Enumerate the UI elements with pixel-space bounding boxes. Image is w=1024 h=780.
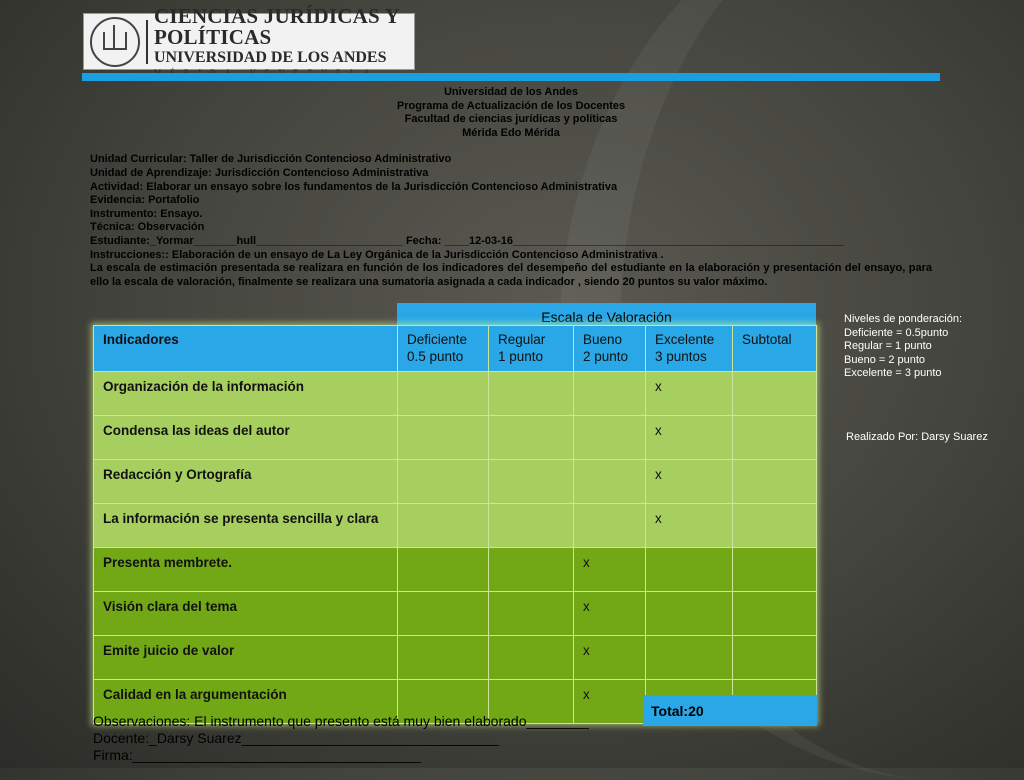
rating-cell [489,460,574,504]
indicator-label: Redacción y Ortografía [94,460,398,504]
rating-cell: x [646,416,733,460]
levels-line: Niveles de ponderación: [844,313,963,325]
rating-cell [733,372,817,416]
header-cell-regular: Regular 1 punto [489,326,574,372]
institution-block [90,86,932,140]
rating-cell [489,504,574,548]
rating-cell: x [646,372,733,416]
table-row [94,416,817,460]
institution-line: Mérida Edo Mérida [462,126,560,139]
institution-line: Facultad de ciencias jurídicas y políticas [404,113,618,126]
header-cell-bueno: Bueno 2 punto [574,326,646,372]
logo-line-1: CIENCIAS JURÍDICAS Y POLÍTICAS [154,4,400,49]
table-header-row [94,326,817,372]
rating-cell [489,416,574,460]
detail-line: Unidad de Aprendizaje: Jurisdicción Contencioso Administrativa [90,166,429,179]
rating-cell [574,504,646,548]
rating-cell [733,504,817,548]
rating-cell [489,636,574,680]
levels-line: Excelente = 3 punto [844,367,942,379]
indicator-label: Organización de la información [94,372,398,416]
rating-cell [398,372,489,416]
rating-cell: x [574,680,646,724]
footer-firma: Firma:_____________________________________ [93,747,421,763]
levels-line: Deficiente = 0.5punto [844,326,949,339]
detail-line: Unidad Curricular: Taller de Jurisdicción Contencioso Administrativo [90,153,452,166]
header-rule [82,73,940,81]
rating-cell: x [646,504,733,548]
rating-cell [398,460,489,504]
rating-cell [646,548,733,592]
university-seal-icon [90,17,140,67]
levels-line: Bueno = 2 punto [844,353,926,366]
footer-observaciones: Observaciones: El instrumento que presento está muy bien elaborado________ [93,713,589,729]
detail-line: Instrumento: Ensayo. [90,207,203,220]
detail-line: Técnica: Observación [90,221,205,234]
table-row [94,504,817,548]
table-row [94,460,817,504]
rating-cell [733,636,817,680]
rating-cell: x [574,592,646,636]
total-box: Total:20 [643,695,817,726]
author-credit: Realizado Por: Darsy Suarez [846,431,988,443]
rating-cell [398,636,489,680]
header-spacer [90,140,932,153]
footer-docente: Docente:_Darsy Suarez_________________________________ [93,730,499,746]
levels-line: Regular = 1 punto [844,340,932,352]
logo-divider [146,20,148,64]
header-cell-subtotal: Subtotal [733,326,817,372]
indicator-label: Emite juicio de valor [94,636,398,680]
rating-cell [489,592,574,636]
detail-line: Actividad: Elaborar un ensayo sobre los fundamentos de la Jurisdicción Contencioso Administrativa [90,180,618,193]
indicator-label: Visión clara del tema [94,592,398,636]
document-header [90,86,932,289]
table-row [94,592,817,636]
student-line: Estudiante:_Yormar_______hull________________________ Fecha: ____12-03-16______________________________________________________ [90,234,844,247]
table-row [94,548,817,592]
detail-line: Evidencia: Portafolio [90,194,200,207]
rating-cell: x [574,548,646,592]
rating-cell [574,460,646,504]
header-cell-excelente: Excelente 3 puntos [646,326,733,372]
rating-cell [398,592,489,636]
indicator-label: Condensa las ideas del autor [94,416,398,460]
instructions-line: Instrucciones:: Elaboración de un ensayo de La Ley Orgánica de la Jurisdicción Contencioso Administrativa . [90,248,664,261]
rating-cell: x [574,636,646,680]
institution-line: Programa de Actualización de los Docentes [396,99,626,112]
rating-cell [489,548,574,592]
indicator-label: Calidad en la argumentación [94,680,398,724]
table-body [94,372,817,724]
rating-cell [574,372,646,416]
rating-cell [489,372,574,416]
scale-title: Escala de Valoración [397,303,816,329]
instructions-paragraph: La escala de estimación presentada se realizara en función de los indicadores del desempeño del estudiante en la elaboración y presentación del ensayo, para ello la escala de valoración, finalmente se realizara una sumatoria asignada a cada indicador , siendo 20 puntos su valor máximo. [90,262,932,288]
weighting-levels [844,313,962,381]
evaluation-table [93,325,817,724]
rating-cell [646,592,733,636]
indicator-label: Presenta membrete. [94,548,398,592]
header-cell-indicadores: Indicadores [94,326,398,372]
rating-cell: x [646,460,733,504]
table-row [94,636,817,680]
rating-cell [398,504,489,548]
rating-cell [733,416,817,460]
rating-cell [733,460,817,504]
rating-cell [574,416,646,460]
logo-text [154,6,414,77]
table-row [94,372,817,416]
logo-line-2: UNIVERSIDAD DE LOS ANDES [154,49,387,66]
indicator-label: La información se presenta sencilla y clara [94,504,398,548]
rating-cell [398,548,489,592]
footer-block [93,713,589,764]
header-cell-deficiente: Deficiente 0.5 punto [398,326,489,372]
rating-cell [733,592,817,636]
rating-cell [646,636,733,680]
faculty-logo [83,4,415,70]
rating-cell [398,416,489,460]
rating-cell [733,548,817,592]
institution-line: Universidad de los Andes [443,86,579,98]
